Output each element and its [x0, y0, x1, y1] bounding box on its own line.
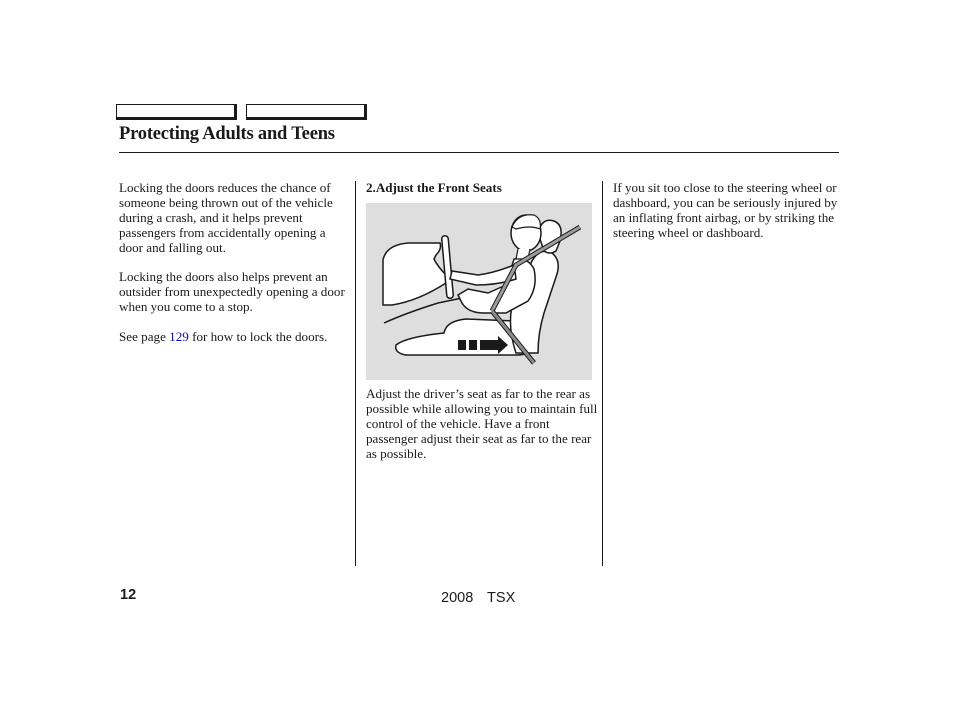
footer-model: 2008 TSX	[441, 590, 516, 606]
door-lock-paragraph-2: Locking the doors also helps prevent an outsider from unexpectedly opening a door when you come to a stop.	[119, 269, 345, 315]
see-page-prefix: See page	[119, 329, 170, 345]
airbag-warning-paragraph: If you sit too close to the steering wheel or dashboard, you can be seriously injured by an inflating front airbag, or by striking the steering wheel or dashboard.	[613, 180, 838, 240]
page-129-link[interactable]: 129	[169, 329, 189, 345]
title-divider	[119, 152, 839, 153]
door-lock-paragraph-1: Locking the doors reduces the chance of someone being thrown out of the vehicle during a crash, and it helps prevent passengers from accidentally opening a door and falling out.	[119, 180, 333, 255]
driver-seat-adjust-illustration	[366, 203, 592, 380]
section-heading: 2.Adjust the Front Seats	[366, 180, 502, 195]
column-divider-2	[602, 181, 603, 566]
see-page-paragraph	[119, 330, 351, 345]
left-column	[119, 181, 351, 360]
see-page-suffix: for how to lock the doors.	[188, 329, 328, 345]
right-column	[613, 181, 845, 256]
header-tab-box-1	[116, 104, 237, 120]
column-divider-1	[355, 181, 356, 566]
header-tab-box-2	[246, 104, 367, 120]
page-number: 12	[120, 587, 137, 603]
seat-adjust-paragraph: Adjust the driver’s seat as far to the rear as possible while allowing you to maintain full control of the vehicle. Have a front passenger adjust their seat as far to the rear as possible.	[366, 385, 598, 461]
middle-column	[366, 181, 598, 476]
page-title: Protecting Adults and Teens	[119, 124, 335, 144]
